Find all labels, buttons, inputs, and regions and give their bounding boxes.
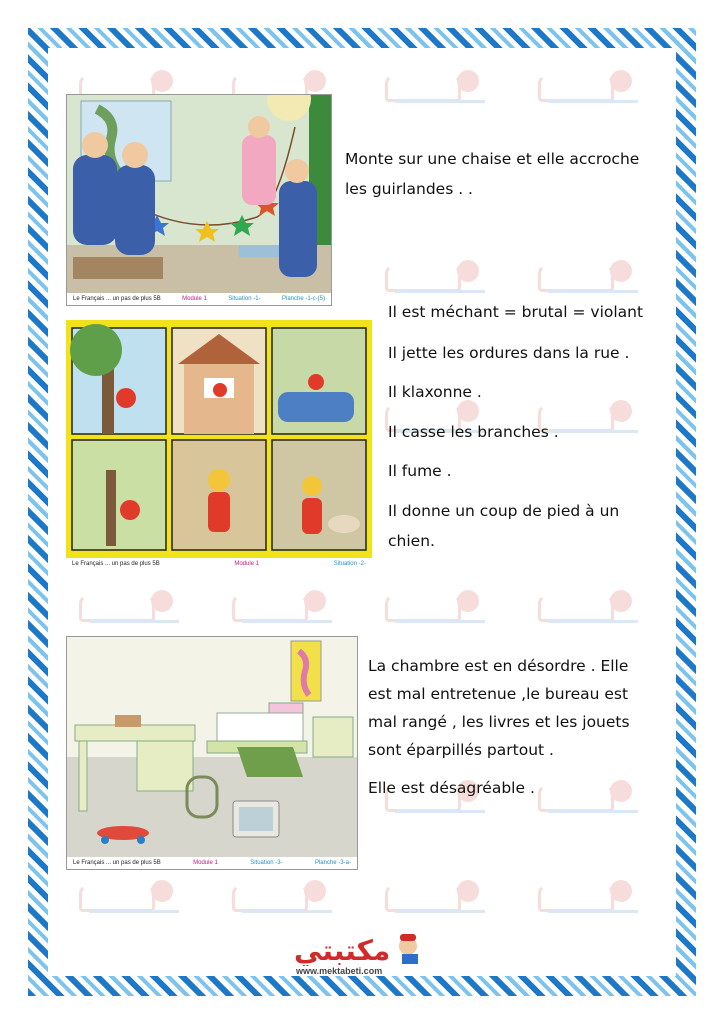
text-line: les guirlandes . . — [345, 180, 473, 198]
illustration-garland-classroom — [66, 94, 332, 306]
text-line: Il fume . — [388, 462, 452, 480]
comic-panels-drawing — [66, 320, 372, 558]
illustration-messy-bedroom — [66, 636, 358, 870]
illustration-caption — [66, 558, 372, 570]
text-line: sont éparpillés partout . — [368, 741, 554, 759]
text-line: Il est méchant = brutal = violant — [388, 303, 644, 321]
text-line: chien. — [388, 532, 435, 550]
text-line: Il casse les branches . — [388, 422, 559, 441]
text-block-bedroom — [368, 652, 678, 802]
text-line: Il klaxonne . — [388, 383, 482, 401]
text-line: mal rangé , les livres et les jouets — [368, 713, 630, 731]
caption-situation: Situation -2- — [333, 561, 366, 567]
caption-book: Le Français ... un pas de plus 5B — [72, 561, 160, 567]
text-line: Il donne un coup de pied à un — [388, 501, 620, 520]
text-line: La chambre est en désordre . Elle — [368, 657, 629, 675]
caption-module: Module 1 — [234, 561, 260, 567]
caption-situation: Situation -3- — [250, 860, 283, 866]
text-block-mean-boy — [388, 297, 678, 557]
illustration-comic-strip — [66, 320, 372, 570]
text-line: est mal entretenue ,le bureau est — [368, 685, 629, 703]
caption-planche: Planche -3-a- — [314, 860, 351, 866]
caption-module: Module 1 — [182, 296, 207, 302]
illustration-caption — [67, 293, 331, 305]
text-block-garland — [345, 144, 675, 204]
caption-situation: Situation -1- — [228, 296, 261, 302]
caption-book: Le Français ... un pas de plus 5B — [73, 296, 161, 302]
caption-planche: Planche -1-c-(5) — [281, 296, 325, 302]
text-line: Elle est désagréable . — [368, 779, 535, 797]
illustration-caption — [67, 857, 357, 869]
logo-text: مكتبتي — [294, 934, 391, 966]
text-line: Monte sur une chaise et elle accroche — [345, 150, 640, 168]
caption-book: Le Français ... un pas de plus 5B — [73, 860, 161, 866]
logo-mark — [290, 932, 440, 966]
garland-scene-drawing — [67, 95, 331, 293]
bedroom-drawing — [67, 637, 357, 857]
logo-url: www.mektabeti.com — [296, 966, 383, 976]
caption-module: Module 1 — [193, 860, 218, 866]
text-line: Il jette les ordures dans la rue . — [388, 343, 630, 362]
